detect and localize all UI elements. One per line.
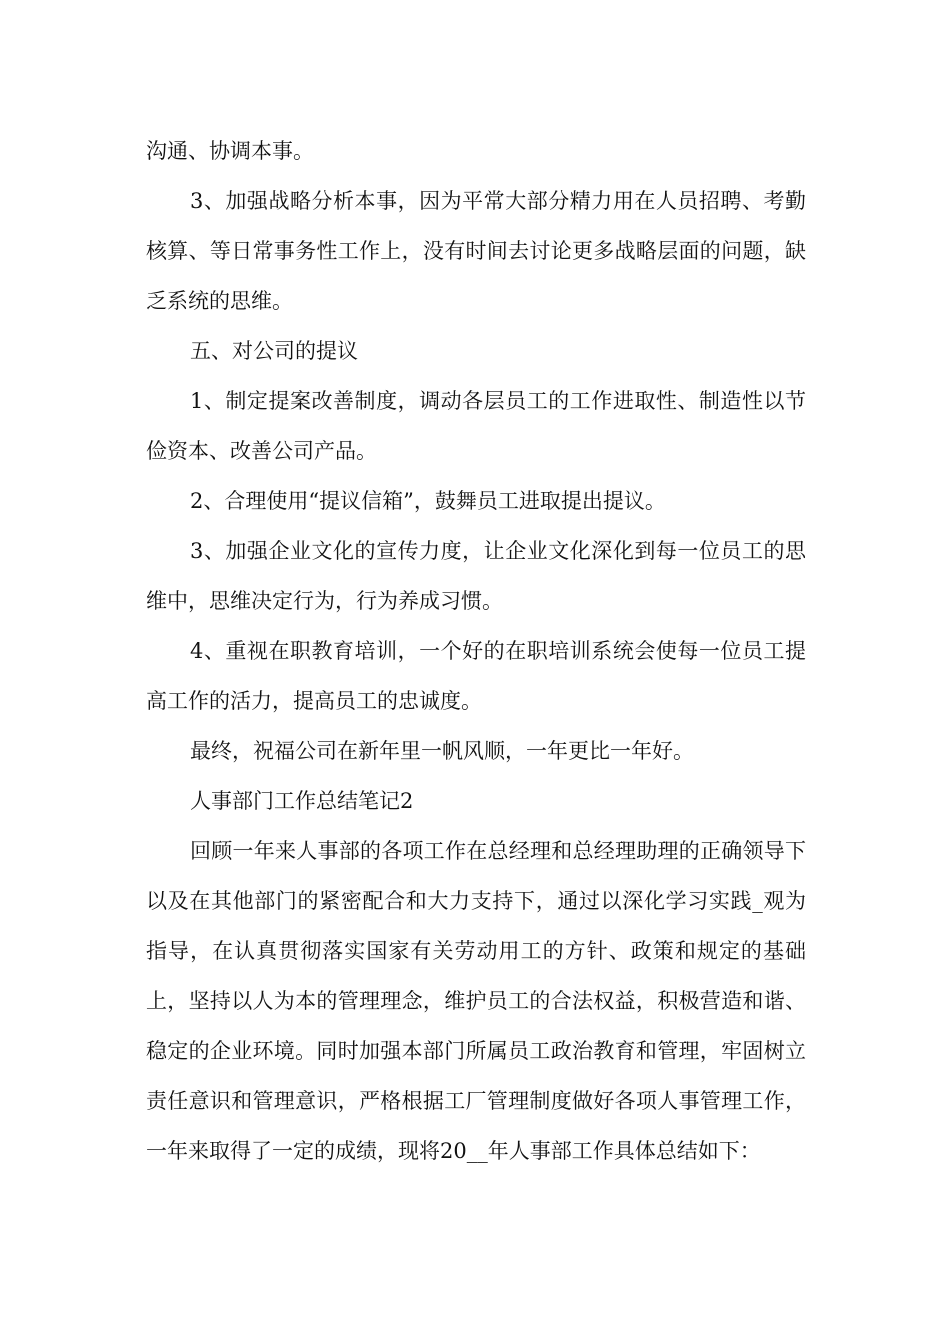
paragraph-1: 沟通、协调本事。 bbox=[146, 139, 314, 163]
paragraph-5: 2、合理使用“提议信箱”，鼓舞员工进取提出提议。 bbox=[190, 489, 666, 513]
paragraph-6: 3、加强企业文化的宣传力度，让企业文化深化到每一位员工的思维中，思维决定行为，行为养成习惯。 bbox=[146, 539, 806, 613]
section-heading-5: 五、对公司的提议 bbox=[190, 339, 358, 363]
paragraph-8: 最终，祝福公司在新年里一帆风顺，一年更比一年好。 bbox=[190, 739, 694, 763]
paragraph-7: 4、重视在职教育培训，一个好的在职培训系统会使每一位员工提高工作的活力，提高员工的忠诚度。 bbox=[146, 639, 806, 713]
paragraph-4: 1、制定提案改善制度，调动各层员工的工作进取性、制造性以节俭资本、改善公司产品。 bbox=[146, 389, 806, 463]
paragraph-10: 回顾一年来人事部的各项工作在总经理和总经理助理的正确领导下以及在其他部门的紧密配合和大力支持下，通过以深化学习实践_观为指导，在认真贯彻落实国家有关劳动用工的方针、政策和规定的基础上，坚持以人为本的管理理念，维护员工的合法权益，积极营造和谐、稳定的企业环境。同时加强本部门所属员工政治教育和管理，牢固树立责任意识和管理意识，严格根据工厂管理制度做好各项人事管理工作，一年来取得了一定的成绩，现将20__年人事部工作具体总结如下： bbox=[146, 839, 806, 1163]
document-subtitle: 人事部门工作总结笔记2 bbox=[190, 789, 414, 813]
paragraph-2: 3、加强战略分析本事，因为平常大部分精力用在人员招聘、考勤核算、等日常事务性工作上，没有时间去讨论更多战略层面的问题，缺乏系统的思维。 bbox=[146, 189, 806, 313]
document-body bbox=[146, 126, 806, 1176]
